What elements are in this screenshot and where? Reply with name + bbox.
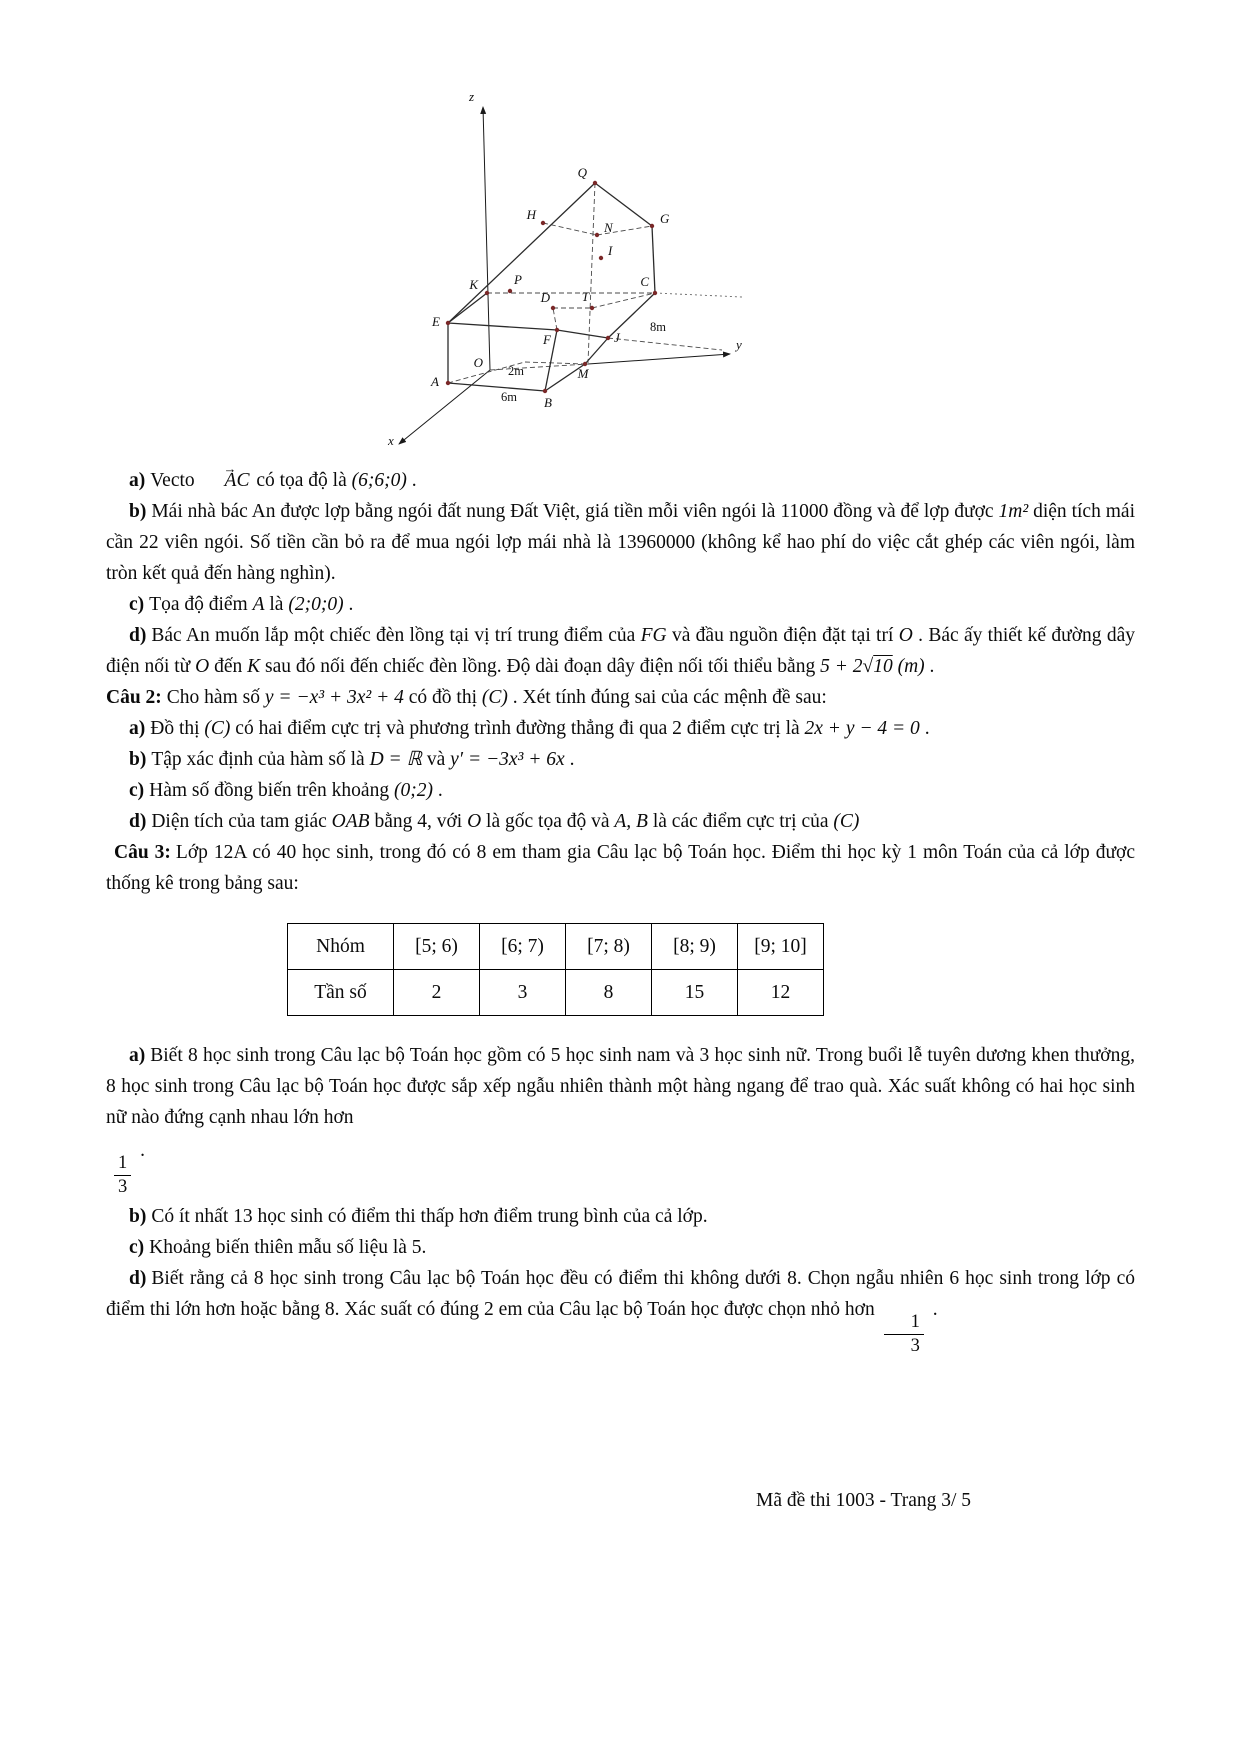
point-label-H: H (526, 207, 536, 222)
point-label-F: F (543, 332, 551, 347)
point-label-C: C (640, 274, 649, 289)
table-cell: [9; 10] (738, 924, 824, 970)
item-label-d: d) (129, 1268, 147, 1290)
table-cell: 15 (652, 970, 738, 1016)
point-label-T: T (581, 289, 589, 304)
cau2-item-a (106, 713, 1135, 744)
sqrt-sign: √ (862, 656, 874, 677)
fraction (114, 1153, 131, 1197)
fraction-line (110, 1141, 1135, 1197)
table-cell: [8; 9) (652, 924, 738, 970)
point-label-K: K (469, 277, 478, 292)
item-label-b: b) (129, 1206, 147, 1228)
table-header-row (288, 924, 824, 970)
item-text: Mái nhà bác An được lợp bằng ngói đất nung Đất Việt, giá tiền mỗi viên ngói là 11000 đồng và để lợp được 1m² diện tích mái cần 22 viên ngói. Số tiền cần bỏ ra để mua ngói lợp mái nhà là 13960000 (không kể hao phí do việc cắt ghép các viên ngói, làm tròn kết quả đến hàng nghìn). (106, 501, 1136, 584)
math-text: (C) (204, 718, 231, 739)
item-text: Hàm số đồng biến trên khoảng (0;2) . (149, 780, 443, 801)
item-label-d: d) (129, 625, 147, 646)
axis-label-y: y (736, 337, 742, 352)
table-cell-group: Nhóm (288, 924, 394, 970)
item-text: Vecto → AC có tọa độ là (6;6;0) . (150, 470, 416, 491)
y-axis (588, 354, 730, 364)
table-cell: 2 (394, 970, 480, 1016)
cau2-header (106, 682, 1135, 713)
fraction (884, 1312, 924, 1356)
table-cell-freq-label: Tần số (288, 970, 394, 1016)
item-label-b: b) (129, 501, 147, 522)
item-label-c: c) (129, 1237, 145, 1259)
math-text: (0;2) (393, 780, 433, 801)
cau1-item-b (106, 496, 1135, 589)
item-text: Biết rằng cả 8 học sinh trong Câu lạc bộ Toán học đều có điểm thi không dưới 8. Chọn ngẫu nhiên 6 học sinh trong lớp có điểm thi lớn hơn hoặc bằng 8. Xác suất có đúng 2 em của Câu lạc bộ Toán học được chọn nhỏ hơn $\frac{1}{3}$ . (106, 1268, 1135, 1357)
point-label-E: E (432, 314, 440, 329)
math-text: A, B (614, 811, 648, 832)
math-text: O (195, 656, 210, 677)
math-text: O (898, 625, 913, 646)
house-3d-svg (370, 83, 765, 465)
math-text: y = −x³ + 3x² + 4 (264, 687, 404, 708)
question-label: Câu 3: (114, 842, 171, 863)
point-label-N: N (604, 220, 613, 235)
math-text: O (467, 811, 482, 832)
page-footer: Mã đề thi 1003 - Trang 3/ 5 (756, 1490, 972, 1511)
item-text: Có ít nhất 13 học sinh có điểm thi thấp hơn điểm trung bình của cả lớp. (151, 1206, 708, 1228)
sqrt-radicand: 10 (873, 656, 893, 677)
point-label-J: J (614, 330, 620, 345)
math-text: (C) (481, 687, 508, 708)
question-intro: Lớp 12A có 40 học sinh, trong đó có 8 em tham gia Câu lạc bộ Toán học. Điểm thi học kỳ 1 môn Toán của cả lớp được thống kê trong bảng sau: (106, 842, 1136, 894)
point-label-Q: Q (577, 165, 587, 180)
item-text: Diện tích của tam giác OAB bằng 4, với O là gốc tọa độ và A, B là các điểm cực trị của (C) (151, 811, 860, 832)
math-text: 5 + 2 (820, 656, 863, 677)
math-text: (6;6;0) (351, 470, 407, 491)
axis-label-z: z (468, 89, 474, 104)
item-label-a: a) (129, 1045, 146, 1066)
item-label-d: d) (129, 811, 147, 832)
fraction-numerator: 1 (114, 1153, 131, 1176)
point-labels (387, 89, 742, 448)
item-label-b: b) (129, 749, 147, 770)
cau2-item-c (106, 775, 1135, 806)
point-label-O: O (473, 355, 483, 370)
math-text: 2x + y − 4 = 0 (804, 718, 920, 739)
dotted-extension (655, 293, 742, 297)
point-label-I: I (608, 243, 613, 258)
coordinate-axes (399, 107, 730, 444)
cau3-item-d (106, 1263, 1135, 1356)
math-text: A (252, 594, 265, 615)
frequency-table (287, 923, 824, 1016)
table-cell: 8 (566, 970, 652, 1016)
point-label-G: G (660, 211, 670, 226)
point-label-A: A (431, 374, 439, 389)
vector-notation: → AC (200, 465, 252, 496)
item-text: Đồ thị (C) có hai điểm cực trị và phương trình đường thẳng đi qua 2 điểm cực trị là 2x + y − 4 = 0 . (150, 718, 930, 739)
dim-label-2m: 2m (508, 364, 524, 378)
item-label-a: a) (129, 718, 146, 739)
fraction-numerator: 1 (884, 1312, 924, 1335)
math-text: D = ℝ (369, 749, 422, 770)
item-label-a: a) (129, 470, 146, 491)
cau3-item-c (106, 1232, 1135, 1263)
point-label-B: B (544, 395, 552, 410)
item-text: Bác An muốn lắp một chiếc đèn lồng tại vị trí trung điểm của FG và đầu nguồn điện đặt tại trí O . Bác ấy thiết kế đường dây điện nối từ O đến K sau đó nối đến chiếc đèn lồng. Độ dài đoạn dây điện nối tối thiểu bằng 5 + 2√10 (m) . (106, 625, 1135, 677)
math-text: FG (640, 625, 667, 646)
math-text: K (247, 656, 261, 677)
math-text: y′ = −3x³ + 6x (450, 749, 565, 770)
item-label-c: c) (129, 594, 145, 615)
fraction-denominator: 3 (118, 1176, 128, 1197)
fraction-denominator: 3 (910, 1336, 920, 1357)
dim-label-8m: 8m (650, 320, 666, 334)
table-cell: 12 (738, 970, 824, 1016)
cau3-item-a (106, 1040, 1135, 1133)
math-text: 1m² (998, 501, 1029, 522)
point-label-D: D (540, 290, 550, 305)
fraction-wrap: $\frac{1}{3}$ . (110, 1141, 145, 1197)
dim-label-6m: 6m (501, 390, 517, 404)
point-label-P: P (514, 272, 522, 287)
cau1-item-c (106, 589, 1135, 620)
cau1-item-d (106, 620, 1135, 682)
cau1-item-a (106, 465, 1135, 496)
item-text: Khoảng biến thiên mẫu số liệu là 5. (149, 1237, 427, 1259)
item-text: Tập xác định của hàm số là D = ℝ và y′ = −3x³ + 6x . (151, 749, 575, 770)
table-cell: [5; 6) (394, 924, 480, 970)
item-text: Tọa độ điểm A là (2;0;0) . (149, 594, 354, 615)
figure-house-3d (370, 83, 765, 465)
table-frequency-row (288, 970, 824, 1016)
cau3-item-b (106, 1201, 1135, 1232)
x-axis (399, 370, 490, 444)
item-text: Biết 8 học sinh trong Câu lạc bộ Toán học gồm có 5 học sinh nam và 3 học sinh nữ. Trong buổi lễ tuyên dương khen thưởng, 8 học sinh trong Câu lạc bộ Toán học được sắp xếp ngẫu nhiên thành một hàng ngang để trao quà. Xác suất không có hai học sinh nữ nào đứng cạnh nhau lớn hơn (106, 1045, 1135, 1128)
cau2-item-d (106, 806, 1135, 837)
table-cell: [7; 8) (566, 924, 652, 970)
cau3-header (106, 837, 1135, 899)
table-cell: [6; 7) (480, 924, 566, 970)
math-text: (2;0;0) (288, 594, 344, 615)
z-axis (483, 107, 490, 370)
math-text: OAB (331, 811, 370, 832)
question-intro: Cho hàm số y = −x³ + 3x² + 4 có đồ thị (C) . Xét tính đúng sai của các mệnh đề sau: (166, 687, 827, 708)
math-text: (m) (892, 656, 925, 677)
math-text: (C) (833, 811, 860, 832)
point-label-M: M (577, 366, 589, 381)
axis-label-x: x (388, 433, 394, 448)
cau2-item-b (106, 744, 1135, 775)
item-label-c: c) (129, 780, 145, 801)
table-cell: 3 (480, 970, 566, 1016)
question-label: Câu 2: (106, 687, 162, 708)
